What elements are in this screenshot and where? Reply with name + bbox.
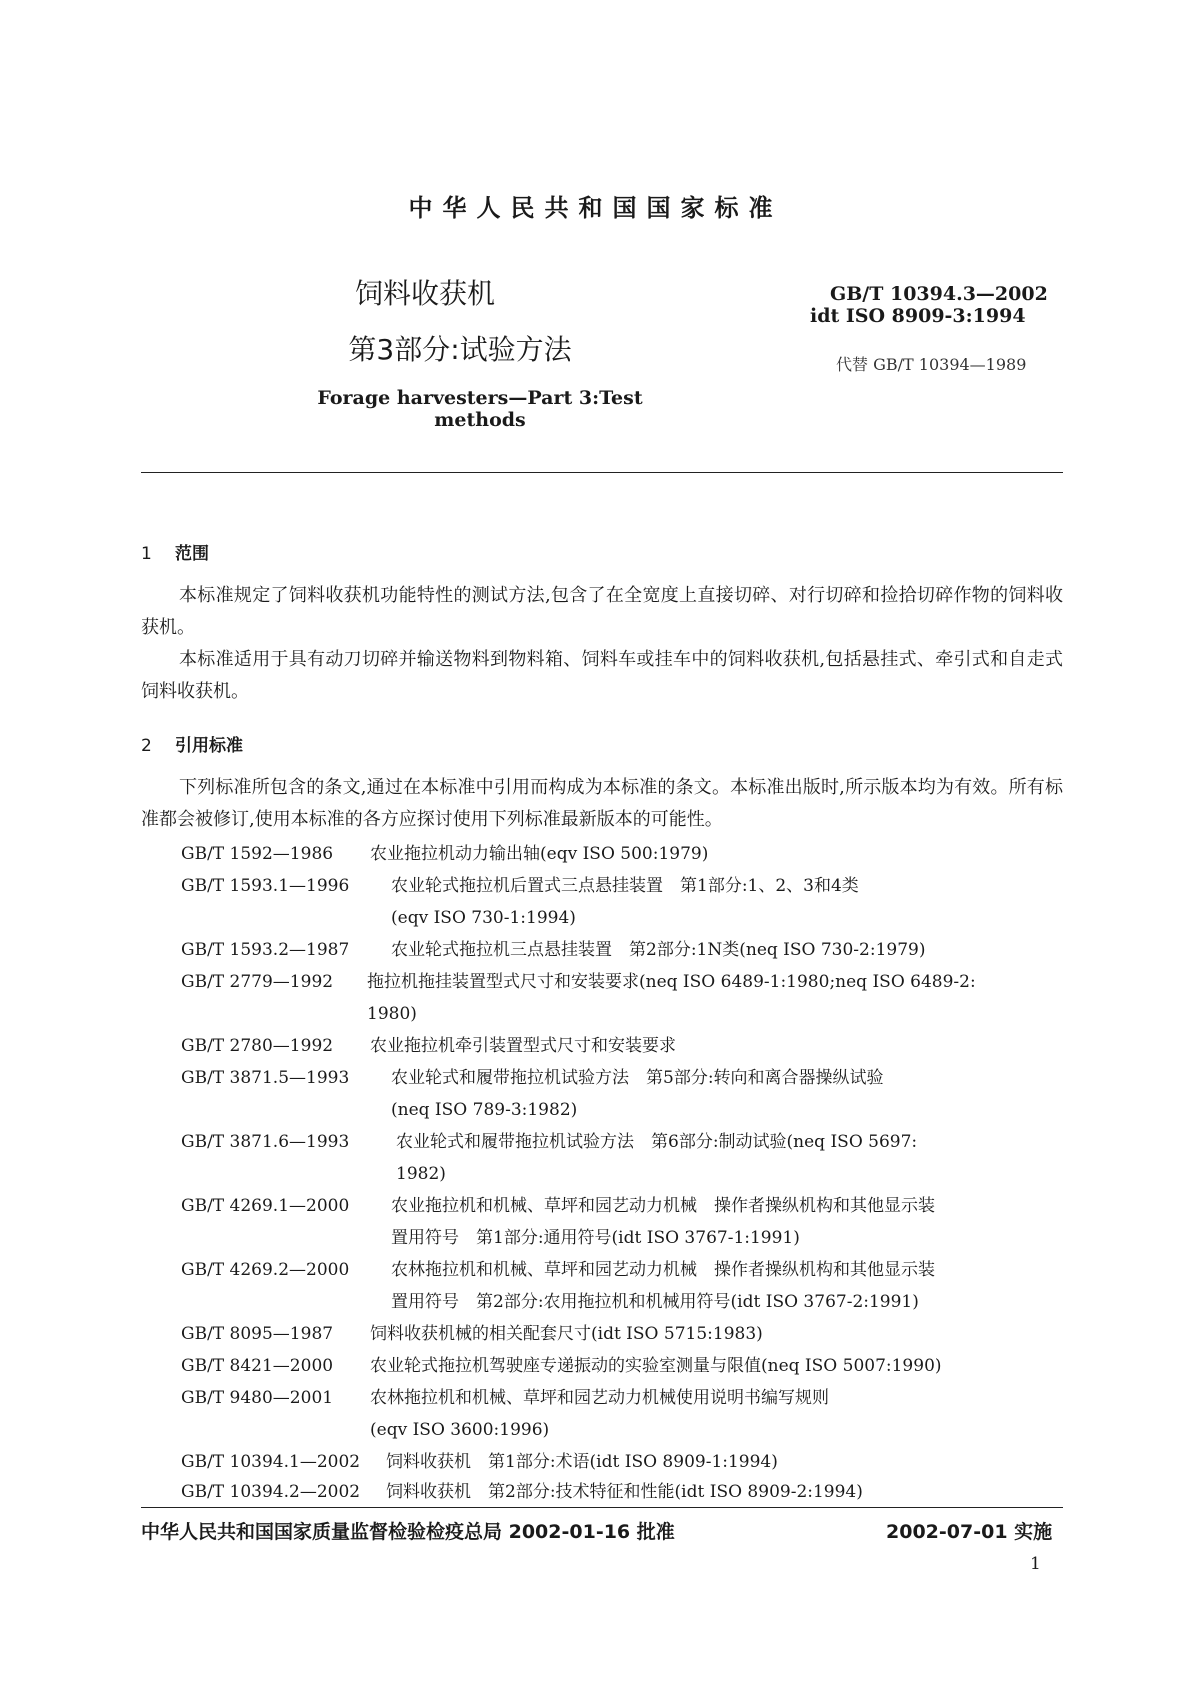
reference-code: GB/T 4269.2—2000 [181, 1260, 350, 1280]
reference-text: 农业轮式拖拉机三点悬挂装置 第2部分:1N类(neq ISO 730-2:1979) [391, 940, 926, 960]
reference-text: 拖拉机拖挂装置型式尺寸和安装要求(neq ISO 6489-1:1980;neq ISO 6489-2: [367, 972, 976, 992]
reference-code: GB/T 1593.1—1996 [181, 876, 350, 896]
document-title: 饲料收获机 [354, 277, 495, 310]
reference-code: GB/T 9480—2001 [181, 1388, 334, 1408]
approval-line: 中华人民共和国国家质量监督检验检疫总局 2002-01-16 批准 [141, 1521, 675, 1543]
reference-code: GB/T 10394.1—2002 [181, 1452, 361, 1472]
section-2-heading [141, 731, 243, 756]
paragraph: 本标准规定了饲料收获机功能特性的测试方法,包含了在全宽度上直接切碎、对行切碎和捡拾切碎作物的饲料收获机。 [141, 585, 1063, 638]
bottom-divider [141, 1507, 1063, 1508]
reference-text: 农业轮式拖拉机后置式三点悬挂装置 第1部分:1、2、3和4类 [391, 876, 859, 896]
reference-text: (eqv ISO 3600:1996) [370, 1420, 550, 1440]
section-number: 1 [141, 544, 152, 564]
reference-text: 置用符号 第1部分:通用符号(idt ISO 3767-1:1991) [391, 1228, 800, 1248]
reference-code: GB/T 1592—1986 [181, 844, 334, 864]
reference-code: GB/T 8095—1987 [181, 1324, 334, 1344]
reference-text: (eqv ISO 730-1:1994) [391, 908, 576, 928]
document-subtitle: 第3部分:试验方法 [348, 333, 572, 366]
idt-reference: idt ISO 8909-3:1994 [810, 305, 1026, 327]
page-number: 1 [1030, 1554, 1041, 1574]
reference-code: GB/T 2779—1992 [181, 972, 334, 992]
reference-code: GB/T 1593.2—1987 [181, 940, 350, 960]
reference-code: GB/T 10394.2—2002 [181, 1482, 361, 1502]
reference-text: 农业拖拉机牵引装置型式尺寸和安装要求 [370, 1036, 676, 1056]
english-title: Forage harvesters—Part 3:Test methods [317, 387, 643, 431]
standard-header: 中华人民共和国国家标准 [408, 194, 783, 222]
paragraph: 下列标准所包含的条文,通过在本标准中引用而构成为本标准的条文。本标准出版时,所示版本均为有效。所有标准都会被修订,使用本标准的各方应探讨使用下列标准最新版本的可能性。 [141, 777, 1063, 830]
reference-text: 农业拖拉机动力输出轴(eqv ISO 500:1979) [370, 844, 709, 864]
reference-code: GB/T 3871.6—1993 [181, 1132, 350, 1152]
reference-text: 农业轮式和履带拖拉机试验方法 第6部分:制动试验(neq ISO 5697: [396, 1132, 918, 1152]
section-1-heading [141, 539, 209, 564]
reference-text: 饲料收获机 第2部分:技术特征和性能(idt ISO 8909-2:1994) [386, 1482, 863, 1502]
reference-text: 农业轮式和履带拖拉机试验方法 第5部分:转向和离合器操纵试验 [391, 1068, 884, 1088]
reference-code: GB/T 3871.5—1993 [181, 1068, 350, 1088]
reference-code: GB/T 2780—1992 [181, 1036, 334, 1056]
section-title: 范围 [175, 544, 209, 564]
reference-text: 饲料收获机械的相关配套尺寸(idt ISO 5715:1983) [370, 1324, 763, 1344]
reference-text: 农林拖拉机和机械、草坪和园艺动力机械 操作者操纵机构和其他显示装 [391, 1260, 935, 1280]
paragraph: 本标准适用于具有动刀切碎并输送物料到物料箱、饲料车或挂车中的饲料收获机,包括悬挂式、牵引式和自走式饲料收获机。 [141, 649, 1063, 702]
section-title: 引用标准 [175, 736, 243, 756]
reference-text: 农业拖拉机和机械、草坪和园艺动力机械 操作者操纵机构和其他显示装 [391, 1196, 935, 1216]
reference-text: 农业轮式拖拉机驾驶座专递振动的实验室测量与限值(neq ISO 5007:1990) [370, 1356, 942, 1376]
effective-date: 2002-07-01 实施 [886, 1521, 1053, 1543]
reference-text: 1980) [367, 1004, 417, 1024]
replaces-standard: 代替 GB/T 10394—1989 [836, 355, 1027, 374]
reference-code: GB/T 8421—2000 [181, 1356, 334, 1376]
reference-text: 置用符号 第2部分:农用拖拉机和机械用符号(idt ISO 3767-2:1991) [391, 1292, 919, 1312]
reference-text: 1982) [396, 1164, 446, 1184]
reference-text: (neq ISO 789-3:1982) [391, 1100, 578, 1120]
reference-text: 饲料收获机 第1部分:术语(idt ISO 8909-1:1994) [386, 1452, 778, 1472]
reference-code: GB/T 4269.1—2000 [181, 1196, 350, 1216]
standard-number: GB/T 10394.3—2002 [830, 283, 1048, 305]
top-divider [141, 472, 1063, 473]
reference-text: 农林拖拉机和机械、草坪和园艺动力机械使用说明书编写规则 [370, 1388, 829, 1408]
section-number: 2 [141, 736, 152, 756]
